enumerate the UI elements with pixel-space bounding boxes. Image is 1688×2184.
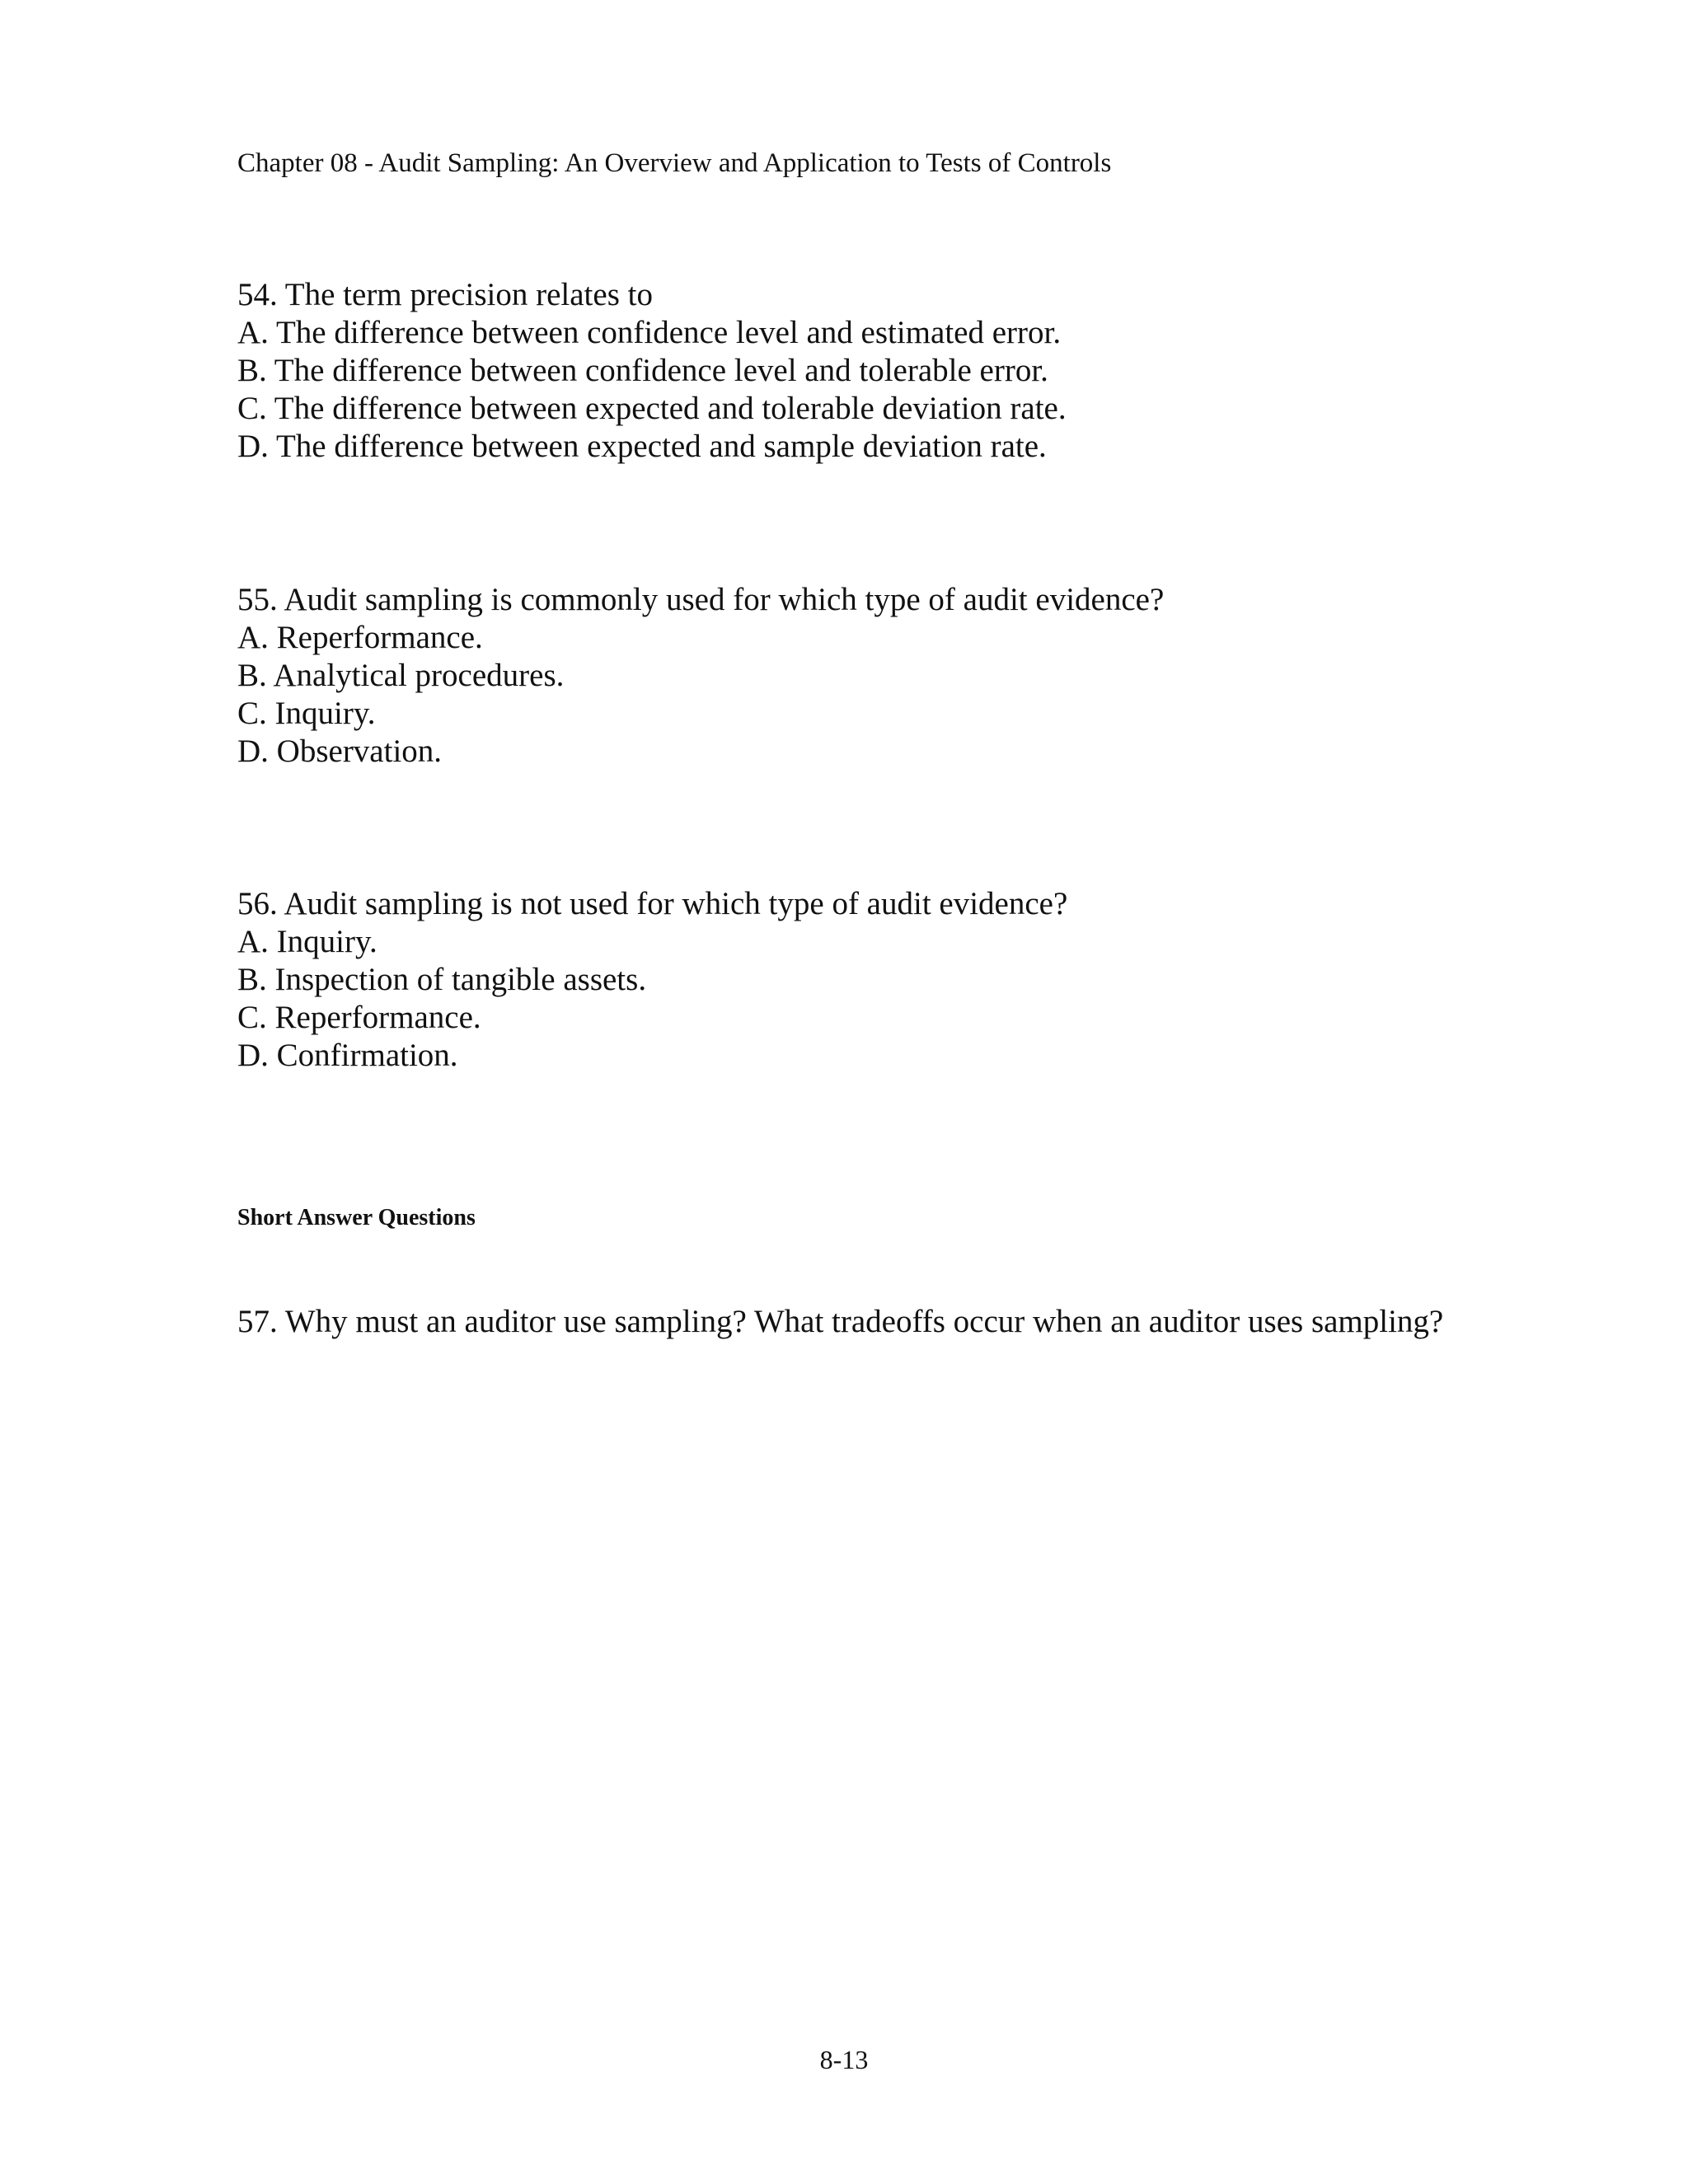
answer-option-b: B. Analytical procedures. [237, 658, 565, 693]
question-54 [237, 276, 1067, 466]
answer-option-a: A. The difference between confidence level and estimated error. [237, 315, 1062, 350]
answer-option-c: C. The difference between expected and tolerable deviation rate. [237, 391, 1067, 426]
page-number: 8-13 [819, 2045, 869, 2074]
chapter-header: Chapter 08 - Audit Sampling: An Overview and Application to Tests of Controls [237, 148, 1112, 178]
section-heading-short-answer: Short Answer Questions [237, 1205, 476, 1230]
question-stem: 55. Audit sampling is commonly used for which type of audit evidence? [237, 582, 1165, 617]
answer-option-a: A. Reperformance. [237, 620, 483, 655]
answer-option-b: B. Inspection of tangible assets. [237, 962, 647, 997]
answer-option-c: C. Inquiry. [237, 696, 376, 731]
question-stem: 57. Why must an auditor use sampling? What tradeoffs occur when an auditor uses sampling? [237, 1304, 1444, 1339]
answer-option-d: D. Confirmation. [237, 1038, 458, 1073]
answer-option-c: C. Reperformance. [237, 1000, 481, 1035]
answer-option-d: D. The difference between expected and sample deviation rate. [237, 429, 1047, 464]
answer-option-d: D. Observation. [237, 733, 443, 769]
question-stem: 54. The term precision relates to [237, 277, 653, 312]
question-57 [237, 1303, 1443, 1341]
question-56 [237, 885, 1067, 1075]
question-stem: 56. Audit sampling is not used for which type of audit evidence? [237, 886, 1068, 921]
answer-option-b: B. The difference between confidence level and tolerable error. [237, 353, 1048, 388]
answer-option-a: A. Inquiry. [237, 924, 377, 959]
question-55 [237, 581, 1164, 771]
